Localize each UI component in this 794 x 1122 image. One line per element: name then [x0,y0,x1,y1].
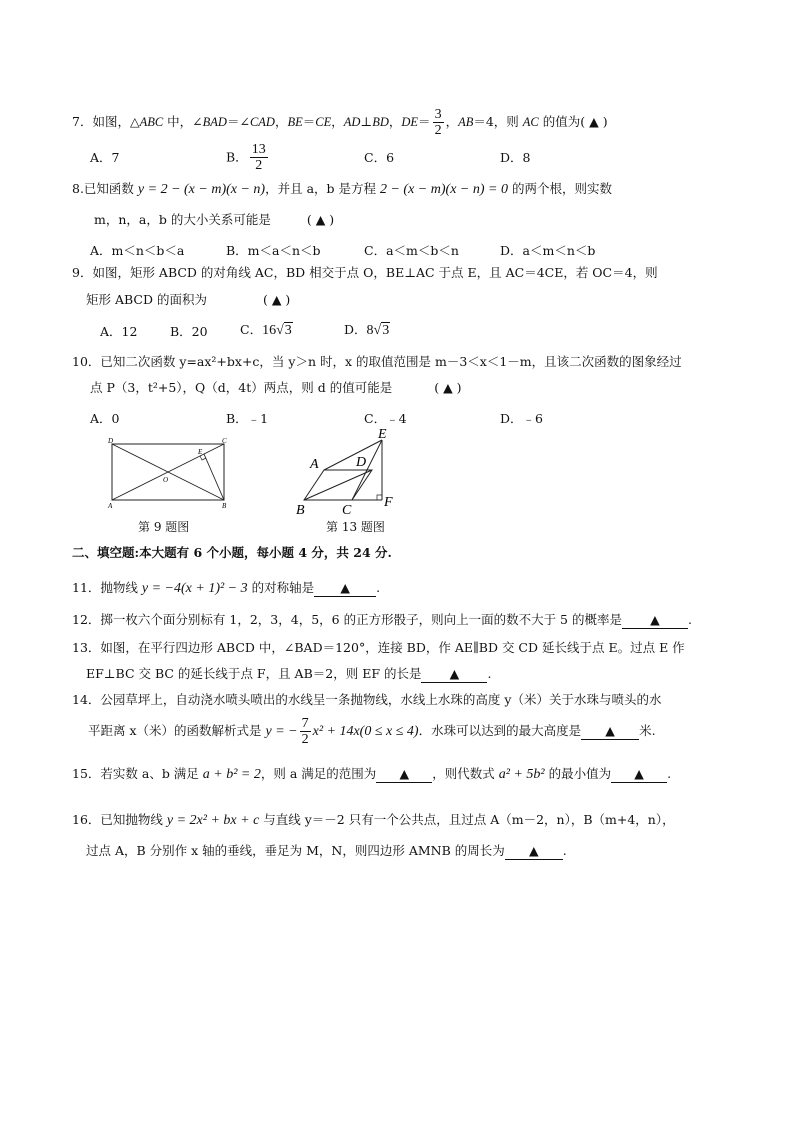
label-o: O [163,476,169,484]
label-c: C [222,437,227,445]
answer-blank[interactable]: ▲ [505,843,563,860]
q10-option-d: D．﹣6 [500,411,543,426]
section-2-heading: 二、填空题:本大题有 6 个小题，每小题 4 分，共 24 分. [72,545,392,560]
answer-blank-2[interactable]: ▲ [611,766,667,783]
label-b: B [296,503,305,518]
q16-stem-line2: 过点 A，B 分别作 x 轴的垂线，垂足为 M，N，则四边形 AMNB 的周长为 ▲ . [86,843,567,858]
label-a: A [310,457,319,472]
label-d: D [356,455,367,470]
q16-stem-line1: 16．已知抛物线 y = 2x² + bx + c 与直线 y＝－2 只有一个公共点，且过点 A（m－2，n），B（m+4，n）， [72,812,675,828]
q14-stem-line1: 14．公园草坪上，自动浇水喷头喷出的水线呈一条抛物线，水线上水珠的高度 y（米）关于水珠与喷头的水 [72,692,662,707]
q9-option-d: D．8√3 [344,322,390,338]
figure-13-caption: 第 13 题图 [326,520,385,534]
answer-blank[interactable]: ▲ [622,612,688,629]
q7-option-a: A．7 [90,150,120,165]
q9-option-c: C．16√3 [240,322,292,338]
label-e: E [198,448,203,456]
label-d: D [108,437,114,445]
q7-option-b: B． $\frac{13}{2}$ [226,142,266,173]
q7-stem: 7．如图，△ABC 中，∠BAD＝∠CAD，BE＝CE，AD⊥BD，DE＝ $\frac{3}{2}$ ，AB＝4，则 AC 的值为( ▲ ) [72,107,608,138]
q10-option-a: A．0 [90,411,120,426]
answer-blank[interactable]: ▲ [581,723,639,740]
q7-option-d: D．8 [500,150,531,165]
q13-stem-line2: EF⊥BC 交 BC 的延长线于点 F，且 AB＝2，则 EF 的长是 ▲ . [86,666,492,681]
label-c: C [342,503,352,518]
q9-option-b: B．20 [170,324,208,339]
label-b: B [222,502,227,510]
segment-be [204,454,224,500]
q13-stem-line1: 13．如图，在平行四边形 ABCD 中，∠BAD＝120°，连接 BD，作 AE∥BD 交 CD 延长线于点 E。过点 E 作 [72,640,685,655]
q9-stem-line2: 矩形 ABCD 的面积为 ( ▲ ) [86,292,291,307]
q7-option-c: C．6 [364,150,395,165]
q8-option-d: D．a＜m＜n＜b [500,243,596,258]
q10-stem-line1: 10．已知二次函数 y=ax²+bx+c，当 y＞n 时，x 的取值范围是 m－3＜x＜1－m，且该二次函数的图象经过 [72,354,682,369]
right-angle-mark-f [377,495,382,500]
q8-option-c: C．a＜m＜b＜n [364,243,459,258]
label-a: A [108,502,113,510]
answer-blank[interactable]: ▲ [314,580,376,597]
fraction-3-2: $\frac{3}{2}$ [434,107,442,138]
q8-option-a: A．m＜n＜b＜a [90,243,185,258]
segment-ae [324,440,382,470]
q10-option-c: C．﹣4 [364,411,407,426]
label-f: F [384,495,393,510]
q14-stem-line2: 平距离 x（米）的函数解析式是 y = − $\frac{7}{2}$ x² + 14x(0 ≤ x ≤ 4)．水珠可以达到的最大高度是 ▲ 米. [88,716,656,747]
answer-blank[interactable]: ▲ [421,666,487,683]
label-e: E [378,427,387,442]
q10-option-b: B．﹣1 [226,411,269,426]
q15-stem: 15．若实数 a、b 满足 a + b² = 2，则 a 满足的范围为 ▲ ，则代数式 a² + 5b² 的最小值为 ▲ . [72,766,672,782]
q9-option-a: A．12 [100,324,138,339]
q12-stem: 12．掷一枚六个面分别标有 1，2，3，4，5，6 的正方形骰子，则向上一面的数不大于 5 的概率是 ▲ . [72,612,692,627]
figure-9-caption: 第 9 题图 [138,520,190,534]
q11-stem: 11．抛物线 y = −4(x + 1)² − 3 的对称轴是 ▲ . [72,580,381,596]
q8-stem-line1: 8.已知函数 y = 2 − (x − m)(x − n)，并且 a，b 是方程 2 − (x − m)(x − n) = 0 的两个根，则实数 [72,181,612,197]
figure-13-parallelogram [290,424,410,520]
q8-option-b: B．m＜a＜n＜b [226,243,321,258]
q9-stem-line1: 9．如图，矩形 ABCD 的对角线 AC，BD 相交于点 O，BE⊥AC 于点 E，且 AC＝4CE，若 OC＝4，则 [72,265,658,280]
figure-9-rectangle [100,434,240,514]
answer-blank-1[interactable]: ▲ [376,766,432,783]
q10-stem-line2: 点 P（3，t²+5），Q（d，4t）两点，则 d 的值可能是 ( ▲ ) [90,380,462,395]
q8-stem-line2: m，n，a，b 的大小关系可能是 ( ▲ ) [94,212,335,227]
